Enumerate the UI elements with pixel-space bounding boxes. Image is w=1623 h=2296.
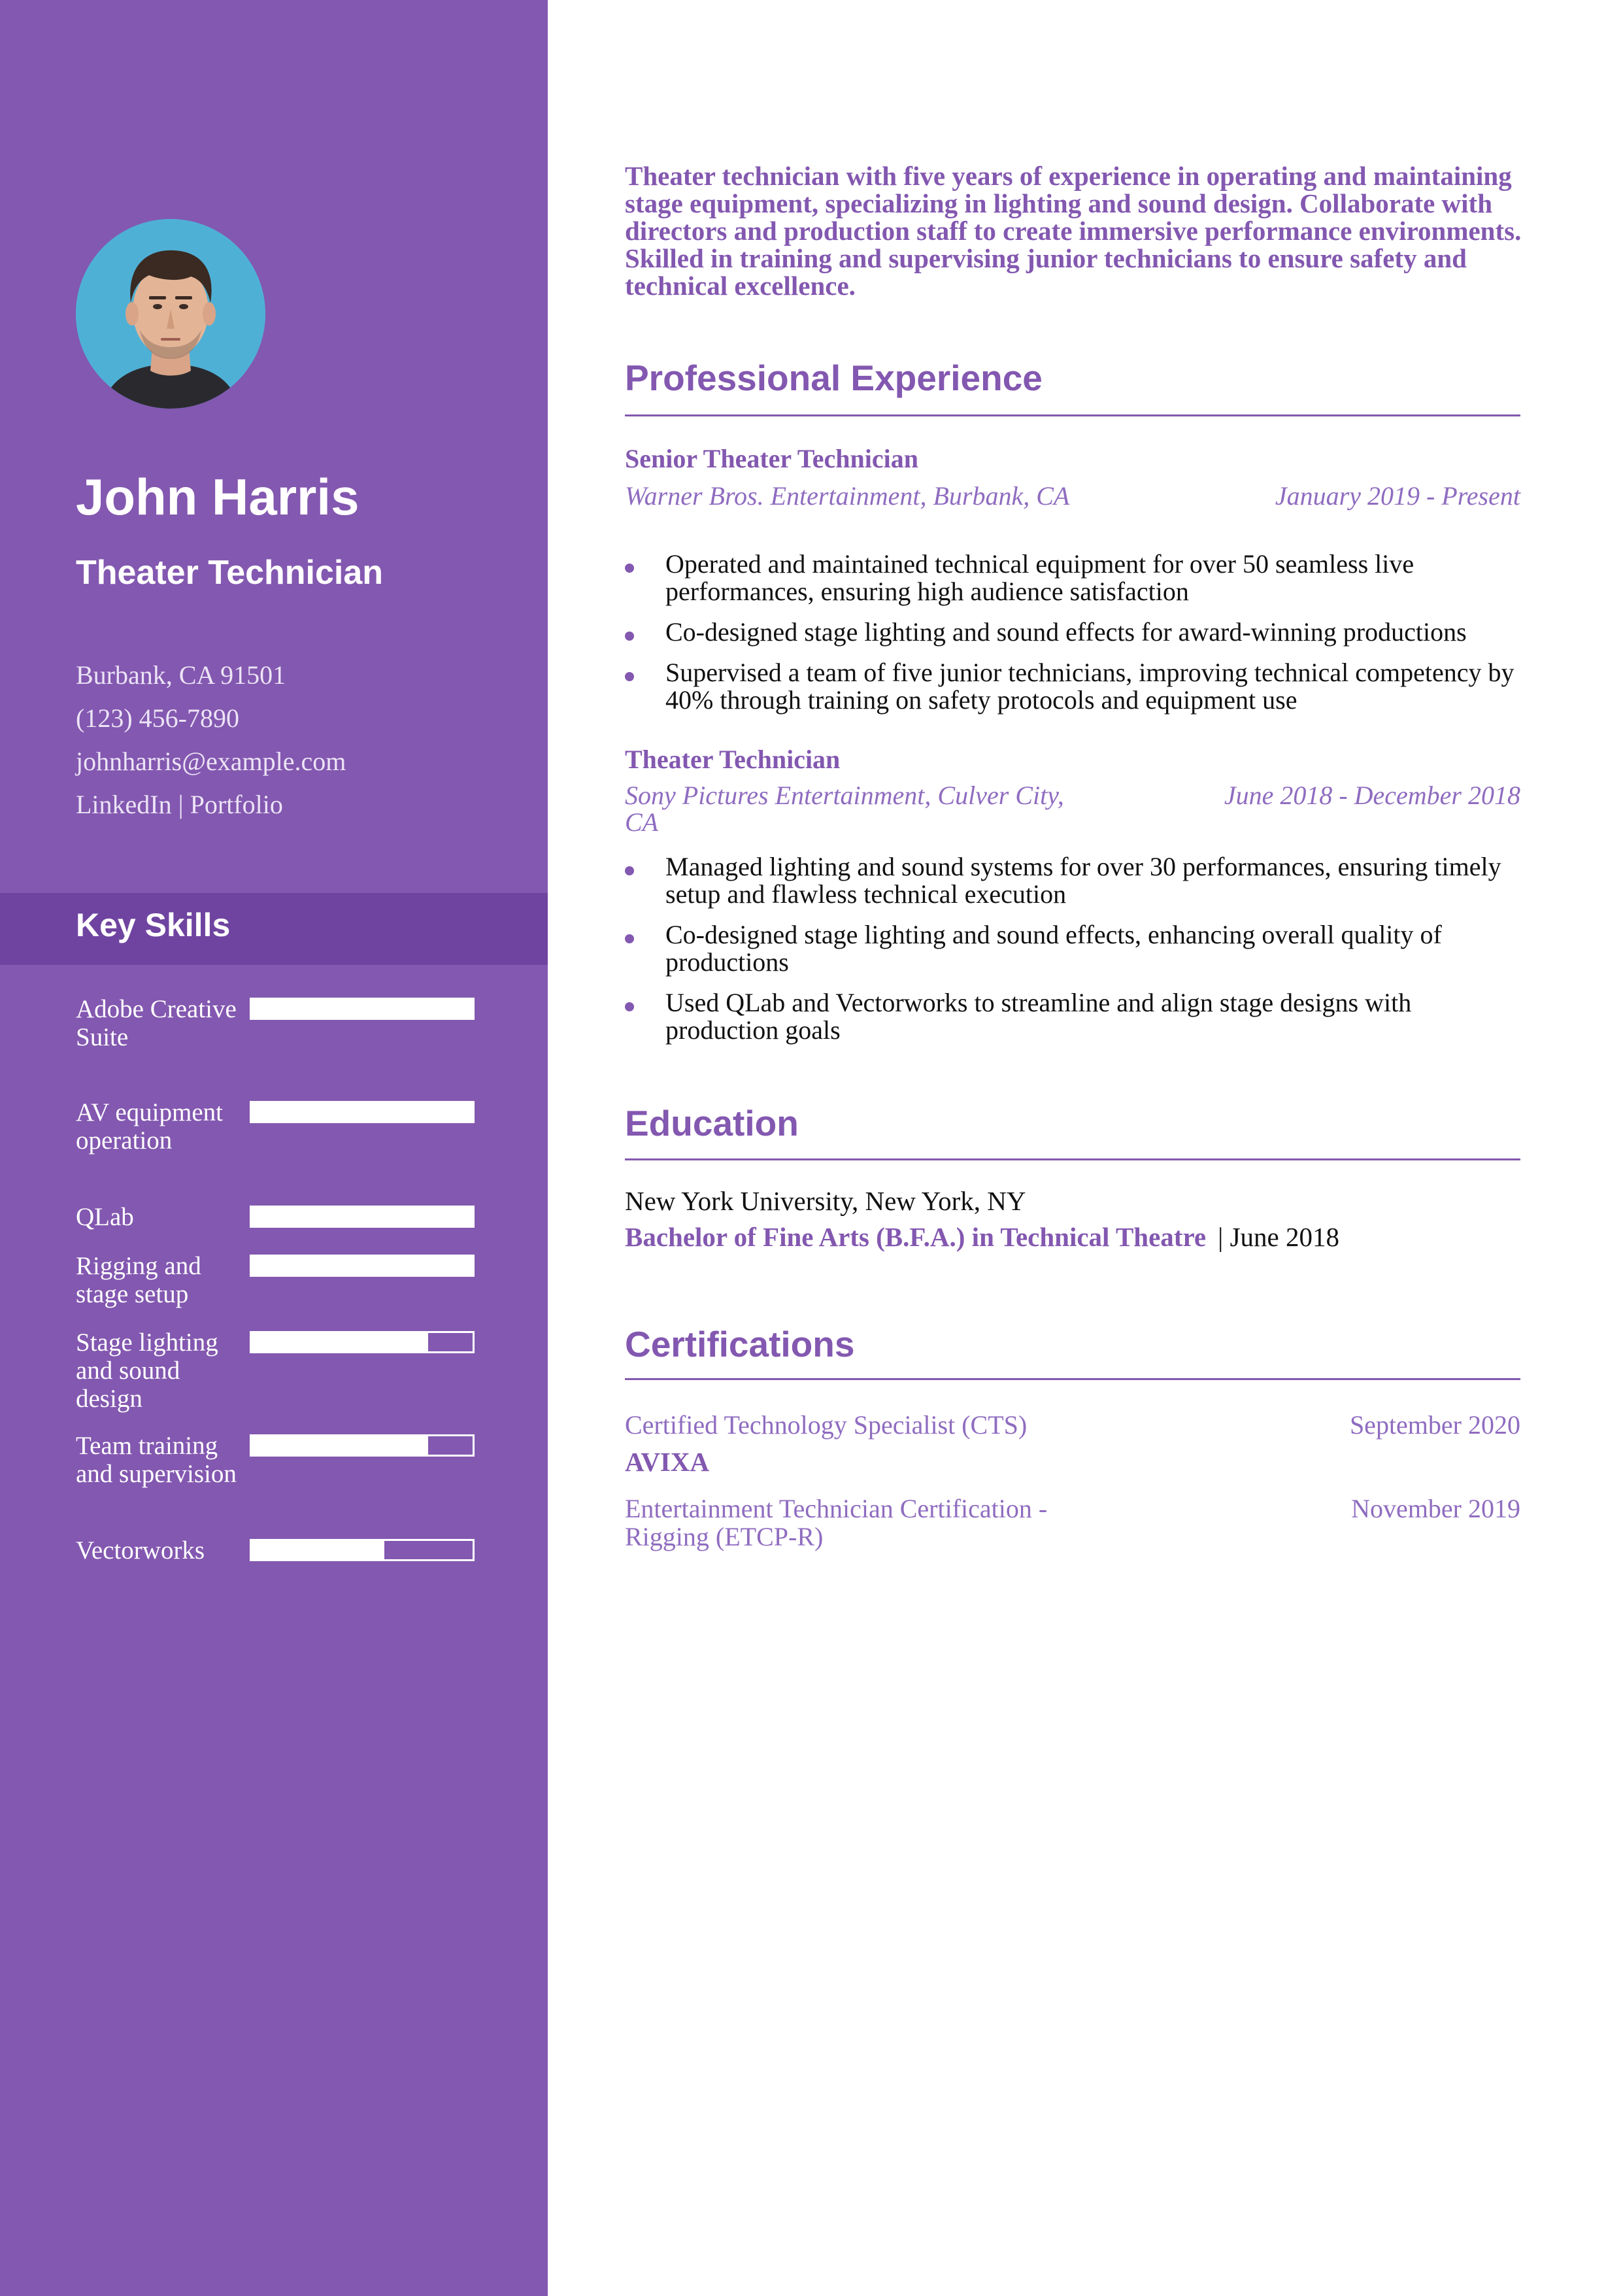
bullet-text: Supervised a team of five junior technicians, improving technical competency by 40% through training on safety protocols and equipment use [665,658,1514,715]
skill-level-fill [252,1000,473,1018]
candidate-name: John Harris [76,468,360,526]
job-bullet [625,659,1520,714]
bullet-text: Managed lighting and sound systems for over 30 performances, ensuring timely setup and flawless technical execution [665,852,1501,909]
skill-level-bar [250,998,475,1020]
job-bullet [625,618,1520,646]
education-section-title: Education [625,1103,799,1143]
profile-photo [76,219,265,409]
skills-title: Key Skills [76,907,231,943]
skill-level-fill [252,1436,428,1455]
skill-label: Team training and supervision [76,1432,237,1488]
contact-phone: (123) 456-7890 [76,703,239,733]
sidebar [0,0,548,2296]
skill-level-fill [252,1257,473,1275]
skill-level-fill [252,1541,384,1559]
experience-section-title: Professional Experience [625,358,1043,398]
skill-label: Stage lighting and sound design [76,1328,218,1413]
job-company: Warner Bros. Entertainment, Burbank, CA [625,481,1070,511]
job-bullet [625,921,1520,976]
bullet-text: Co-designed stage lighting and sound effects, enhancing overall quality of productions [665,920,1442,977]
job-bullet [625,853,1520,908]
bullet-dot-icon [625,632,634,641]
education-divider [625,1158,1520,1160]
skill-level-fill [252,1103,473,1121]
skill-level-bar [250,1101,475,1123]
skill-level-fill [252,1333,428,1351]
skill-level-bar [250,1539,475,1561]
education-degree: Bachelor of Fine Arts (B.F.A.) in Technical Theatre [625,1222,1207,1252]
certification-date: September 2020 [1349,1410,1520,1440]
skill-label: Adobe Creative Suite [76,995,237,1051]
bullet-text: Co-designed stage lighting and sound effects for award-winning productions [665,617,1467,647]
job-title: Theater Technician [625,745,841,774]
job-company: Sony Pictures Entertainment, Culver City, CA [625,781,1064,837]
contact-links: LinkedIn | Portfolio [76,790,283,819]
skill-level-bar [250,1434,475,1457]
job-bullet [625,550,1520,605]
certifications-section-title: Certifications [625,1324,855,1364]
bullet-dot-icon [625,564,634,573]
skill-level-bar [250,1206,475,1228]
education-degree-line [625,1223,1339,1252]
job-title: Senior Theater Technician [625,444,918,473]
experience-divider [625,414,1520,416]
education-school: New York University, New York, NY [625,1186,1026,1216]
contact-location: Burbank, CA 91501 [76,660,286,690]
job-dates: January 2019 - Present [1275,481,1520,511]
certification-name: Entertainment Technician Certification - Rigging (ETCP-R) [625,1494,1048,1551]
education-date: June 2018 [1230,1222,1339,1252]
professional-summary: Theater technician with five years of experience in operating and maintaining stage equipment, specializing in lighting and sound design. Collaborate with directors and production staff to create immersive performance environments. Skilled in training and supervising junior technicians to ensure safety and technical excellence. [625,161,1522,301]
job-bullets [625,853,1520,1057]
contact-info [76,654,346,826]
certification-name: Certified Technology Specialist (CTS) [625,1410,1028,1440]
bullet-dot-icon [625,866,634,875]
skill-level-fill [252,1207,473,1226]
bullet-text: Operated and maintained technical equipment for over 50 seamless live performances, ensuring high audience satisfaction [665,549,1414,606]
job-bullet [625,989,1520,1044]
avatar [76,219,265,409]
skill-level-bar [250,1331,475,1353]
skill-label: AV equipment operation [76,1098,223,1155]
certification-date: November 2019 [1351,1494,1520,1523]
skill-label: QLab [76,1203,134,1231]
certification-issuer: AVIXA [625,1447,710,1477]
bullet-dot-icon [625,672,634,681]
certifications-divider [625,1378,1520,1380]
skill-label: Rigging and stage setup [76,1252,201,1308]
candidate-role: Theater Technician [76,554,384,592]
skill-level-bar [250,1255,475,1277]
education-separator: | [1218,1222,1224,1252]
job-bullets [625,550,1520,727]
job-dates: June 2018 - December 2018 [1224,781,1520,810]
bullet-text: Used QLab and Vectorworks to streamline and align stage designs with production goals [665,988,1412,1045]
bullet-dot-icon [625,934,634,943]
skill-label: Vectorworks [76,1536,205,1564]
bullet-dot-icon [625,1002,634,1011]
contact-email: johnharris@example.com [76,747,346,776]
